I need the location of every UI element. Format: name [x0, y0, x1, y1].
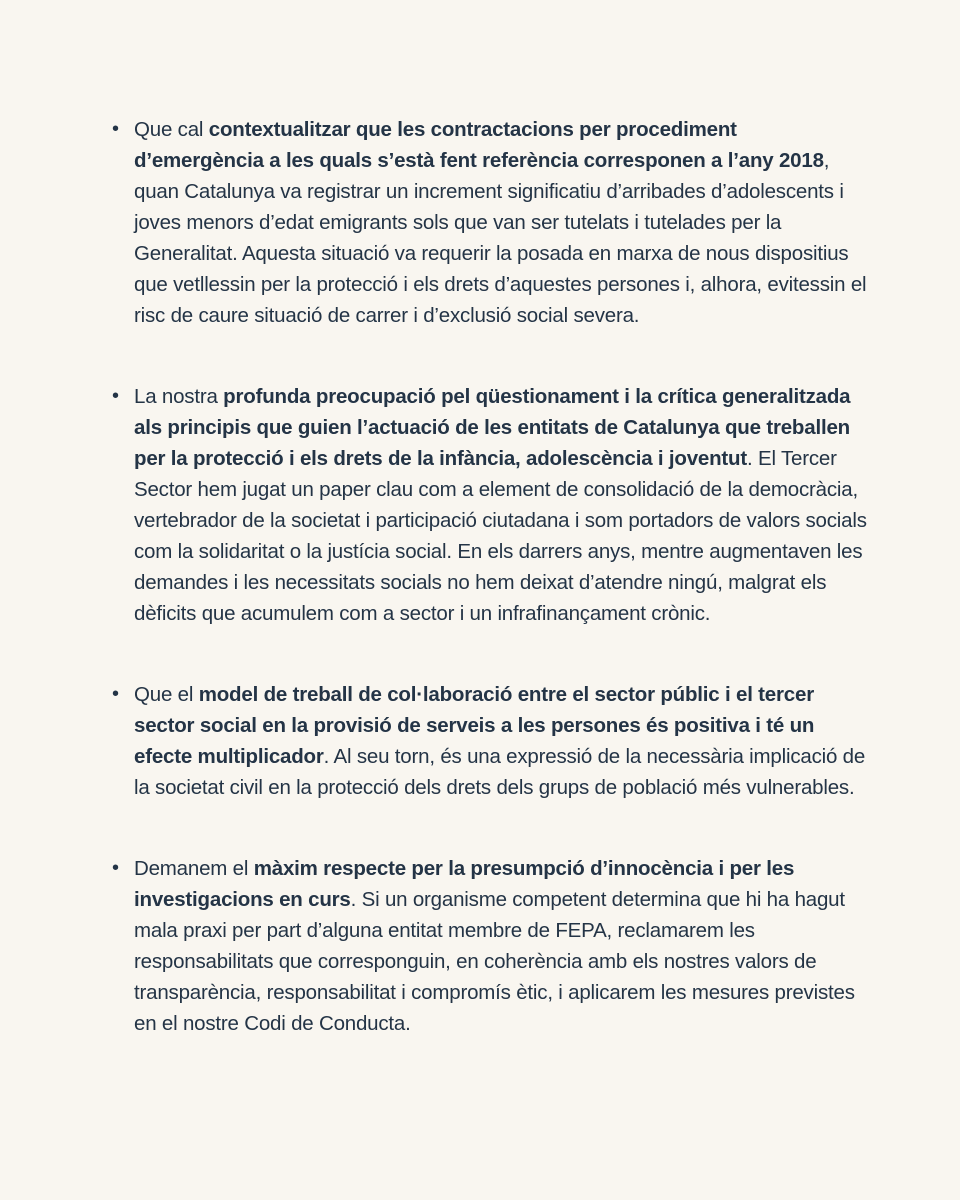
- bullet-item-emergency-contracts: [112, 114, 872, 331]
- bullet-bold-text: màxim respecte per la presumpció d’innocència i per les investigacions en curs: [134, 857, 795, 911]
- bullet-bold-text: contextualitzar que les contractacions per procediment d’emergència a les quals s’està fent referència corresponen a l’any 2018: [134, 118, 824, 172]
- bullet-body-text: . Si un organisme competent determina que hi ha hagut mala praxi per part d’alguna entitat membre de FEPA, reclamarem les responsabilitats que corresponguin, en coherència amb els nostres valors de transparència, responsabilitat i compromís ètic, i aplicarem les mesures previstes en el nostre Codi de Conducta.: [134, 888, 855, 1035]
- bullet-body-text: . El Tercer Sector hem jugat un paper clau com a element de consolidació de la democràcia, vertebrador de la societat i participació ciutadana i som portadors de valors socials com la solidaritat o la justícia social. En els darrers anys, mentre augmentaven les demandes i les necessitats socials no hem deixat d’atendre ningú, malgrat els dèficits que acumulem com a sector i un infrafinançament crònic.: [134, 447, 867, 625]
- bullet-intro-text: Que cal: [134, 118, 209, 141]
- bullet-intro-text: Demanem el: [134, 857, 254, 880]
- bullet-dot-icon: •: [112, 683, 119, 705]
- bullet-item-presumption-innocence: [112, 853, 872, 1039]
- bullet-item-concern: [112, 381, 872, 629]
- bullet-intro-text: La nostra: [134, 385, 224, 408]
- bullet-intro-text: Que el: [134, 683, 199, 706]
- bullet-dot-icon: •: [112, 857, 119, 879]
- bullet-bold-text: model de treball de col·laboració entre el sector públic i el tercer sector social en la provisió de serveis a les persones és positiva i té un efecte multiplicador: [134, 683, 815, 768]
- bullet-dot-icon: •: [112, 385, 119, 407]
- bullet-bold-text: profunda preocupació pel qüestionament i la crítica generalitzada als principis que guien l’actuació de les entitats de Catalunya que treballen per la protecció i els drets de la infància, adolescència i joventut: [134, 385, 851, 470]
- bullet-item-collaboration-model: [112, 679, 872, 803]
- statement-bullet-list: [112, 114, 872, 1039]
- bullet-dot-icon: •: [112, 118, 119, 140]
- bullet-body-text: , quan Catalunya va registrar un increment significatiu d’arribades d’adolescents i joves menors d’edat emigrants sols que van ser tutelats i tutelades per la Generalitat. Aquesta situació va requerir la posada en marxa de nous dispositius que vetllessin per la protecció i els drets d’aquestes persones i, alhora, evitessin el risc de caure situació de carrer i d’exclusió social severa.: [134, 149, 867, 327]
- bullet-body-text: . Al seu torn, és una expressió de la necessària implicació de la societat civil en la protecció dels drets dels grups de població més vulnerables.: [134, 745, 866, 799]
